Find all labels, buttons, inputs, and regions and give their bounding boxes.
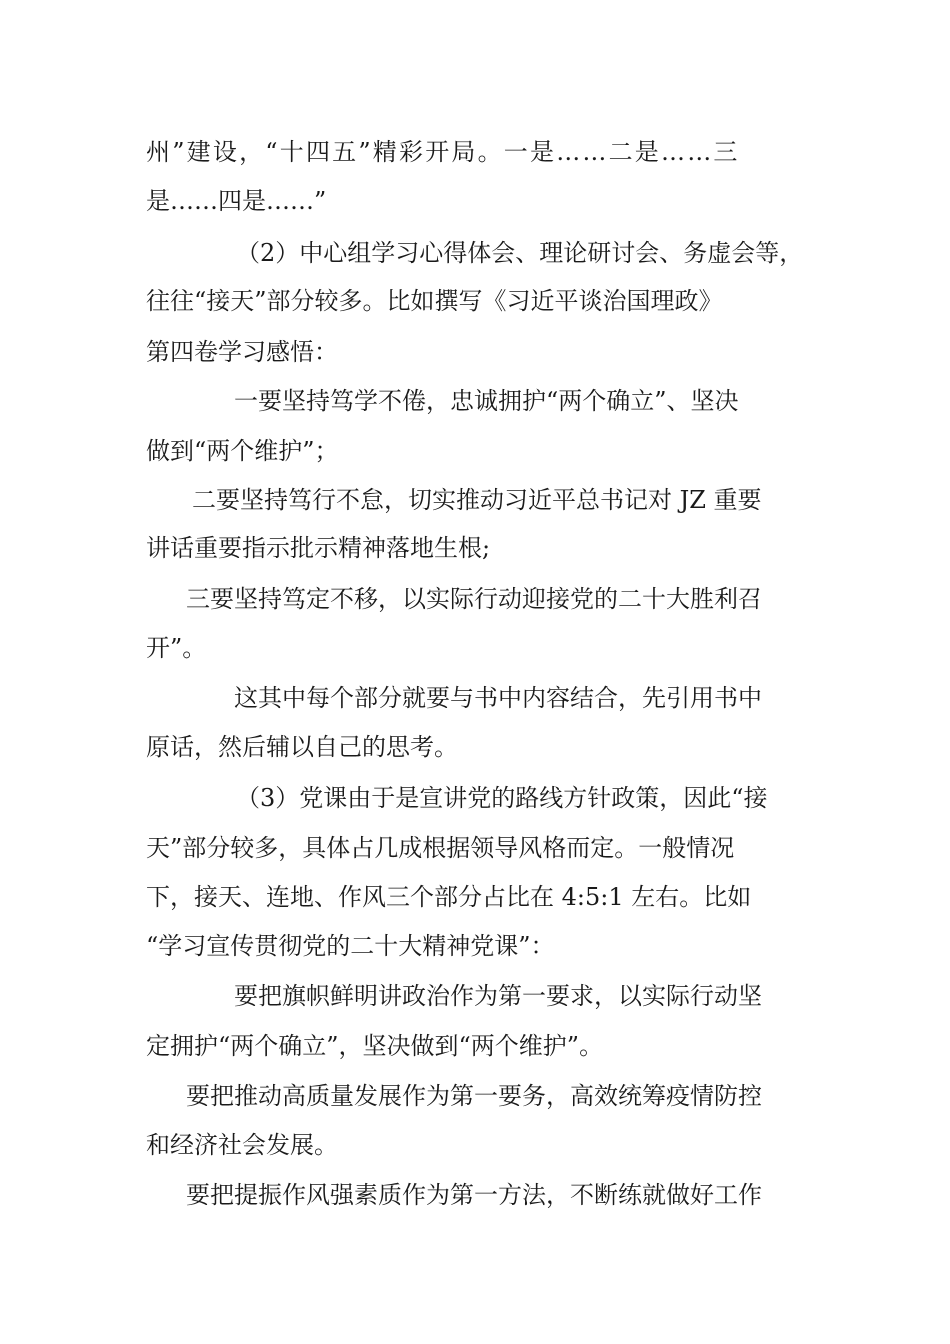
- text-line: （3）党课由于是宣讲党的路线方针政策，因此“接: [236, 784, 768, 812]
- text-line: 二要坚持笃行不怠，切实推动习近平总书记对 JZ 重要: [192, 486, 762, 514]
- text-line: 定拥护“两个确立”，坚决做到“两个维护”。: [146, 1032, 604, 1060]
- text-line: 讲话重要指示批示精神落地生根;: [146, 534, 491, 562]
- text-line: 州”建设，“十四五”精彩开局。一是……二是……三: [146, 138, 740, 166]
- text-line: “学习宣传贯彻党的二十大精神党课”：: [146, 932, 555, 960]
- text-line: 天”部分较多，具体占几成根据领导风格而定。一般情况: [146, 834, 735, 862]
- text-line: 这其中每个部分就要与书中内容结合，先引用书中: [234, 684, 762, 712]
- text-line: 第四卷学习感悟：: [146, 338, 338, 366]
- text-line: 往往“接天”部分较多。比如撰写《习近平谈治国理政》: [146, 287, 723, 315]
- text-line: 开”。: [146, 634, 207, 662]
- text-line: 原话，然后辅以自己的思考。: [146, 733, 458, 761]
- text-line: 下，接天、连地、作风三个部分占比在 4:5:1 左右。比如: [146, 883, 752, 911]
- text-line: 和经济社会发展。: [146, 1131, 338, 1159]
- text-line: 要把推动高质量发展作为第一要务，高效统筹疫情防控: [186, 1082, 762, 1110]
- text-line: 一要坚持笃学不倦，忠诚拥护“两个确立”、坚决: [234, 387, 739, 415]
- text-line: 要把旗帜鲜明讲政治作为第一要求，以实际行动坚: [234, 982, 762, 1010]
- text-line: （2）中心组学习心得体会、理论研讨会、务虚会等，: [236, 239, 804, 267]
- text-line: 是……四是……”: [146, 187, 327, 215]
- text-line: 要把提振作风强素质作为第一方法，不断练就做好工作: [186, 1181, 762, 1209]
- text-line: 三要坚持笃定不移，以实际行动迎接党的二十大胜利召: [186, 585, 762, 613]
- text-line: 做到“两个维护”；: [146, 437, 339, 465]
